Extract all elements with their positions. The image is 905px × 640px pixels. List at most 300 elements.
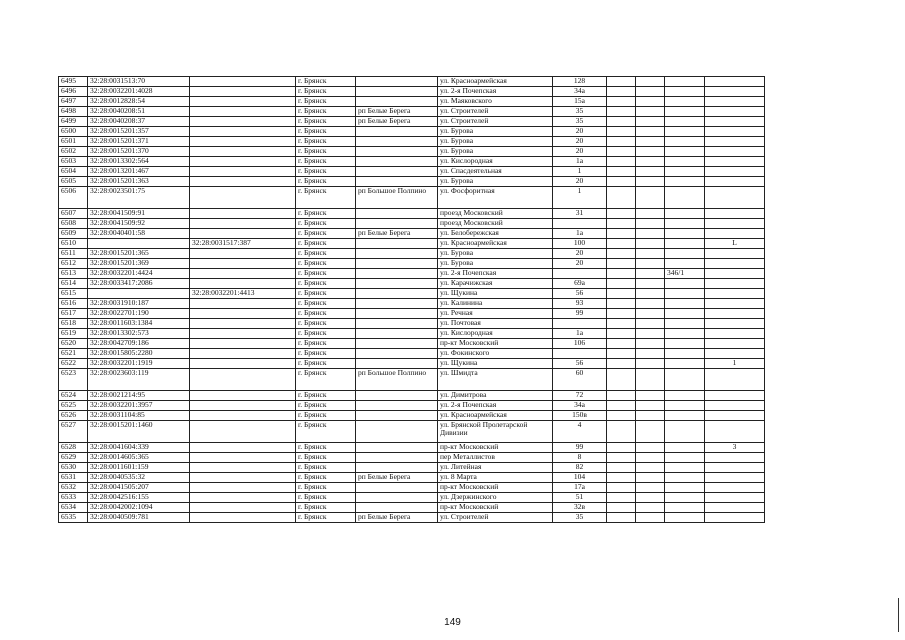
- table-cell: [665, 329, 705, 339]
- table-cell: 6522: [59, 359, 88, 369]
- table-cell: [665, 349, 705, 359]
- table-cell: [636, 269, 665, 279]
- table-cell: [705, 127, 765, 137]
- table-row: [59, 107, 765, 117]
- table-cell: [705, 187, 765, 209]
- table-cell: 6508: [59, 219, 88, 229]
- table-cell: рп Белые Берега: [356, 229, 438, 239]
- table-cell: 31: [553, 209, 607, 219]
- table-cell: 32:28:0023603:119: [88, 369, 190, 391]
- table-cell: [665, 107, 705, 117]
- table-cell: [636, 401, 665, 411]
- table-cell: [636, 97, 665, 107]
- table-cell: [190, 391, 296, 401]
- table-cell: 32:28:0042516:155: [88, 493, 190, 503]
- table-cell: 20: [553, 249, 607, 259]
- table-cell: [553, 319, 607, 329]
- table-cell: [705, 513, 765, 523]
- table-cell: [607, 137, 636, 147]
- table-cell: [705, 177, 765, 187]
- table-cell: [705, 289, 765, 299]
- table-cell: [636, 349, 665, 359]
- table-cell: г. Брянск: [296, 299, 356, 309]
- table-cell: [190, 319, 296, 329]
- table-cell: [607, 177, 636, 187]
- table-row: [59, 391, 765, 401]
- table-cell: [636, 229, 665, 239]
- table-cell: [705, 97, 765, 107]
- table-cell: [356, 87, 438, 97]
- table-cell: 32:28:0015201:371: [88, 137, 190, 147]
- table-cell: г. Брянск: [296, 391, 356, 401]
- table-row: [59, 187, 765, 209]
- table-cell: [607, 319, 636, 329]
- table-cell: 6501: [59, 137, 88, 147]
- table-cell: 6521: [59, 349, 88, 359]
- table-cell: ул. Речная: [438, 309, 553, 319]
- table-cell: ул. 2-я Почепская: [438, 401, 553, 411]
- table-cell: 6505: [59, 177, 88, 187]
- table-row: [59, 87, 765, 97]
- table-cell: 20: [553, 177, 607, 187]
- table-cell: [190, 401, 296, 411]
- table-cell: [607, 97, 636, 107]
- table-cell: 32:28:0015805:2280: [88, 349, 190, 359]
- table-cell: [607, 513, 636, 523]
- table-cell: [636, 147, 665, 157]
- table-cell: [607, 391, 636, 401]
- table-cell: 32:28:0022701:190: [88, 309, 190, 319]
- table-cell: г. Брянск: [296, 463, 356, 473]
- table-cell: ул. Шмидта: [438, 369, 553, 391]
- table-cell: [665, 117, 705, 127]
- table-cell: 32:28:0012828:54: [88, 97, 190, 107]
- table-cell: [636, 167, 665, 177]
- table-row: [59, 443, 765, 453]
- table-cell: пр-кт Московский: [438, 339, 553, 349]
- table-cell: [190, 259, 296, 269]
- table-cell: [665, 391, 705, 401]
- table-cell: [665, 209, 705, 219]
- table-cell: 6529: [59, 453, 88, 463]
- table-cell: 93: [553, 299, 607, 309]
- table-cell: 32:28:0011603:1384: [88, 319, 190, 329]
- table-cell: [705, 421, 765, 443]
- table-cell: [190, 219, 296, 229]
- table-cell: [665, 473, 705, 483]
- table-cell: [607, 453, 636, 463]
- table-cell: [607, 127, 636, 137]
- table-row: [59, 157, 765, 167]
- table-cell: 32:28:0041604:339: [88, 443, 190, 453]
- table-cell: [636, 299, 665, 309]
- table-cell: г. Брянск: [296, 239, 356, 249]
- table-cell: ул. Строителей: [438, 117, 553, 127]
- table-cell: [636, 279, 665, 289]
- table-cell: 6524: [59, 391, 88, 401]
- table-cell: [705, 503, 765, 513]
- table-cell: [607, 503, 636, 513]
- table-row: [59, 309, 765, 319]
- table-cell: [190, 299, 296, 309]
- table-cell: [665, 259, 705, 269]
- table-cell: [665, 177, 705, 187]
- table-cell: г. Брянск: [296, 349, 356, 359]
- table-cell: [190, 463, 296, 473]
- table-cell: г. Брянск: [296, 369, 356, 391]
- table-cell: [665, 421, 705, 443]
- table-cell: 32:28:0032201:3957: [88, 401, 190, 411]
- table-cell: ул. 8 Марта: [438, 473, 553, 483]
- table-cell: 32:28:0040208:51: [88, 107, 190, 117]
- table-cell: ул. Красноармейская: [438, 77, 553, 87]
- table-cell: [705, 473, 765, 483]
- table-row: [59, 369, 765, 391]
- table-cell: проезд Московский: [438, 209, 553, 219]
- table-cell: [190, 369, 296, 391]
- table-cell: [636, 309, 665, 319]
- table-cell: [705, 117, 765, 127]
- table-cell: [356, 279, 438, 289]
- table-cell: [607, 289, 636, 299]
- table-cell: [636, 249, 665, 259]
- table-cell: 32:28:0013302:573: [88, 329, 190, 339]
- table-cell: пер Металлистов: [438, 453, 553, 463]
- table-cell: 32в: [553, 503, 607, 513]
- table-cell: [705, 401, 765, 411]
- table-cell: [190, 177, 296, 187]
- table-cell: [607, 259, 636, 269]
- table-cell: [665, 493, 705, 503]
- table-cell: рп Белые Берега: [356, 513, 438, 523]
- table-cell: [705, 279, 765, 289]
- table-cell: 35: [553, 513, 607, 523]
- table-cell: ул. Маяковского: [438, 97, 553, 107]
- table-cell: 32:28:0042709:186: [88, 339, 190, 349]
- table-cell: [190, 421, 296, 443]
- table-cell: [607, 87, 636, 97]
- table-cell: г. Брянск: [296, 157, 356, 167]
- table-cell: [665, 443, 705, 453]
- table-cell: г. Брянск: [296, 329, 356, 339]
- table-cell: 6525: [59, 401, 88, 411]
- table-cell: [356, 177, 438, 187]
- table-cell: рп Белые Берега: [356, 107, 438, 117]
- table-row: [59, 209, 765, 219]
- table-cell: [356, 259, 438, 269]
- table-row: [59, 269, 765, 279]
- table-row: [59, 513, 765, 523]
- table-cell: 6515: [59, 289, 88, 299]
- table-cell: 32:28:0032201:4424: [88, 269, 190, 279]
- table-cell: 20: [553, 137, 607, 147]
- table-cell: г. Брянск: [296, 117, 356, 127]
- table-cell: [356, 127, 438, 137]
- table-row: [59, 503, 765, 513]
- table-cell: г. Брянск: [296, 503, 356, 513]
- table-cell: ул. Щукина: [438, 289, 553, 299]
- table-cell: [356, 411, 438, 421]
- table-cell: [190, 279, 296, 289]
- table-cell: г. Брянск: [296, 229, 356, 239]
- table-cell: [607, 187, 636, 209]
- table-cell: 6532: [59, 483, 88, 493]
- table-cell: 346/1: [665, 269, 705, 279]
- table-cell: [607, 309, 636, 319]
- table-body: [59, 77, 765, 523]
- table-cell: [705, 259, 765, 269]
- table-cell: 32:28:0041509:92: [88, 219, 190, 229]
- table-cell: г. Брянск: [296, 167, 356, 177]
- table-cell: [705, 249, 765, 259]
- table-cell: [88, 239, 190, 249]
- table-cell: [705, 329, 765, 339]
- table-cell: 6498: [59, 107, 88, 117]
- table-cell: [356, 299, 438, 309]
- table-cell: [607, 463, 636, 473]
- table-cell: [636, 177, 665, 187]
- table-cell: ул. Бурова: [438, 127, 553, 137]
- table-cell: 32:28:0031104:85: [88, 411, 190, 421]
- table-cell: ул. Бурова: [438, 177, 553, 187]
- table-cell: пр-кт Московский: [438, 503, 553, 513]
- table-cell: ул. Фокинского: [438, 349, 553, 359]
- table-cell: 32:28:0015201:365: [88, 249, 190, 259]
- table-cell: 20: [553, 147, 607, 157]
- table-cell: [665, 411, 705, 421]
- table-cell: [190, 473, 296, 483]
- table-cell: [665, 167, 705, 177]
- table-cell: [356, 503, 438, 513]
- table-cell: [190, 269, 296, 279]
- table-cell: [356, 147, 438, 157]
- table-cell: г. Брянск: [296, 187, 356, 209]
- table-cell: [190, 77, 296, 87]
- table-cell: [190, 349, 296, 359]
- table-cell: ул. Строителей: [438, 513, 553, 523]
- table-row: [59, 463, 765, 473]
- table-row: [59, 229, 765, 239]
- table-cell: 6513: [59, 269, 88, 279]
- table-cell: [607, 411, 636, 421]
- table-cell: г. Брянск: [296, 401, 356, 411]
- table-cell: [705, 299, 765, 309]
- table-cell: ул. 2-я Почепская: [438, 269, 553, 279]
- table-cell: ул. Дзержинского: [438, 493, 553, 503]
- table-cell: 150в: [553, 411, 607, 421]
- table-cell: 6523: [59, 369, 88, 391]
- table-row: [59, 493, 765, 503]
- table-cell: [636, 239, 665, 249]
- table-cell: 3: [705, 443, 765, 453]
- table-cell: [705, 453, 765, 463]
- table-row: [59, 259, 765, 269]
- table-cell: [665, 187, 705, 209]
- table-cell: [636, 87, 665, 97]
- table-cell: [190, 167, 296, 177]
- table-cell: 32:28:0021214:95: [88, 391, 190, 401]
- table-cell: [636, 359, 665, 369]
- table-cell: г. Брянск: [296, 289, 356, 299]
- table-cell: 32:28:0015201:1460: [88, 421, 190, 443]
- table-cell: [636, 443, 665, 453]
- table-cell: 6502: [59, 147, 88, 157]
- table-cell: [607, 339, 636, 349]
- table-cell: [607, 209, 636, 219]
- table-cell: 72: [553, 391, 607, 401]
- table-cell: [665, 453, 705, 463]
- table-cell: 6499: [59, 117, 88, 127]
- table-cell: [607, 219, 636, 229]
- table-cell: [665, 137, 705, 147]
- table-cell: [88, 289, 190, 299]
- table-cell: [636, 503, 665, 513]
- table-cell: 20: [553, 259, 607, 269]
- table-cell: 8: [553, 453, 607, 463]
- table-cell: [356, 453, 438, 463]
- table-row: [59, 97, 765, 107]
- table-cell: [665, 299, 705, 309]
- table-cell: [665, 339, 705, 349]
- table-cell: 1: [705, 359, 765, 369]
- table-cell: г. Брянск: [296, 97, 356, 107]
- table-cell: 99: [553, 443, 607, 453]
- table-cell: [636, 421, 665, 443]
- table-cell: 32:28:0032201:1919: [88, 359, 190, 369]
- table-row: [59, 319, 765, 329]
- table-cell: 32:28:0032201:4413: [190, 289, 296, 299]
- table-cell: 6528: [59, 443, 88, 453]
- table-cell: [705, 219, 765, 229]
- table-cell: [356, 359, 438, 369]
- table-cell: [636, 319, 665, 329]
- table-cell: г. Брянск: [296, 319, 356, 329]
- table-cell: ул. Кислородная: [438, 157, 553, 167]
- table-cell: 6512: [59, 259, 88, 269]
- table-cell: ул. Калинина: [438, 299, 553, 309]
- table-cell: [636, 483, 665, 493]
- table-cell: [356, 249, 438, 259]
- table-cell: [705, 87, 765, 97]
- table-cell: [607, 77, 636, 87]
- table-row: [59, 167, 765, 177]
- table-cell: [190, 249, 296, 259]
- table-cell: [636, 493, 665, 503]
- table-cell: [553, 269, 607, 279]
- table-cell: 6509: [59, 229, 88, 239]
- table-cell: [356, 219, 438, 229]
- table-cell: [356, 401, 438, 411]
- table-cell: [636, 209, 665, 219]
- table-cell: [190, 229, 296, 239]
- table-cell: рп Большое Полпино: [356, 369, 438, 391]
- table-cell: г. Брянск: [296, 269, 356, 279]
- table-cell: [356, 493, 438, 503]
- table-cell: 6526: [59, 411, 88, 421]
- table-cell: [607, 117, 636, 127]
- table-cell: г. Брянск: [296, 443, 356, 453]
- table-cell: 128: [553, 77, 607, 87]
- table-cell: [607, 349, 636, 359]
- table-cell: [665, 289, 705, 299]
- table-cell: [607, 473, 636, 483]
- table-cell: 34а: [553, 87, 607, 97]
- table-cell: [356, 329, 438, 339]
- table-cell: [665, 87, 705, 97]
- table-cell: 32:28:0041509:91: [88, 209, 190, 219]
- table-cell: [607, 167, 636, 177]
- table-cell: [356, 137, 438, 147]
- table-cell: [665, 359, 705, 369]
- table-cell: г. Брянск: [296, 309, 356, 319]
- table-cell: [356, 349, 438, 359]
- table-cell: 6520: [59, 339, 88, 349]
- table-cell: ул. Кислородная: [438, 329, 553, 339]
- table-cell: [705, 137, 765, 147]
- table-cell: [607, 239, 636, 249]
- table-cell: ул. Бурова: [438, 147, 553, 157]
- table-cell: [636, 369, 665, 391]
- table-cell: 32:28:0023501:75: [88, 187, 190, 209]
- table-cell: ул. Почтовая: [438, 319, 553, 329]
- table-cell: [665, 97, 705, 107]
- table-cell: [190, 513, 296, 523]
- table-cell: [665, 127, 705, 137]
- table-cell: 6516: [59, 299, 88, 309]
- table-cell: [636, 473, 665, 483]
- table-cell: ул. Литейная: [438, 463, 553, 473]
- table-cell: [705, 369, 765, 391]
- table-cell: 32:28:0014605:365: [88, 453, 190, 463]
- table-cell: [705, 349, 765, 359]
- table-cell: 32:28:0031517:387: [190, 239, 296, 249]
- table-cell: [190, 137, 296, 147]
- table-cell: [665, 513, 705, 523]
- table-cell: ул. Бурова: [438, 137, 553, 147]
- table-cell: [607, 107, 636, 117]
- table-cell: 6530: [59, 463, 88, 473]
- table-cell: [636, 77, 665, 87]
- table-cell: 6504: [59, 167, 88, 177]
- table-cell: 32:28:0041505:207: [88, 483, 190, 493]
- table-cell: [190, 329, 296, 339]
- table-cell: [636, 463, 665, 473]
- table-cell: [705, 147, 765, 157]
- table-cell: [665, 463, 705, 473]
- table-cell: 32:28:0015201:370: [88, 147, 190, 157]
- table-cell: [190, 127, 296, 137]
- table-cell: 69а: [553, 279, 607, 289]
- table-cell: [190, 443, 296, 453]
- table-cell: 99: [553, 309, 607, 319]
- table-cell: [636, 219, 665, 229]
- table-cell: ул. Брянской Пролетарской Дивизии: [438, 421, 553, 443]
- table-cell: [665, 219, 705, 229]
- table-cell: [356, 421, 438, 443]
- table-cell: [636, 339, 665, 349]
- table-cell: [607, 229, 636, 239]
- table-cell: [607, 299, 636, 309]
- table-cell: [607, 279, 636, 289]
- table-cell: [705, 411, 765, 421]
- table-cell: 34а: [553, 401, 607, 411]
- table-cell: 1а: [553, 229, 607, 239]
- table-cell: [665, 157, 705, 167]
- table-cell: [705, 269, 765, 279]
- table-cell: [665, 319, 705, 329]
- table-row: [59, 137, 765, 147]
- table-cell: [607, 443, 636, 453]
